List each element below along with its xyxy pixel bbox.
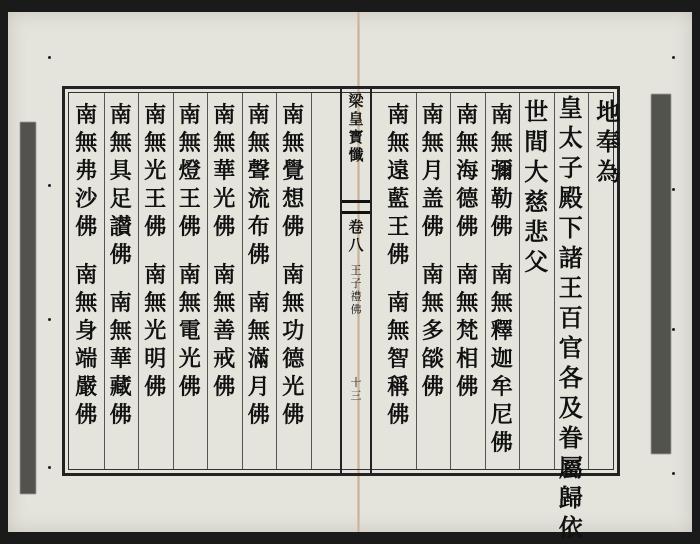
glyph: 無 bbox=[178, 130, 201, 156]
centre-glyph: 懺 bbox=[348, 146, 364, 164]
glyph: 光 bbox=[144, 318, 167, 344]
glyph: 無 bbox=[421, 290, 444, 316]
glyph: 佛 bbox=[387, 242, 410, 268]
text-column bbox=[485, 93, 521, 469]
glyph: 南 bbox=[75, 102, 98, 128]
binding-hole bbox=[48, 56, 51, 59]
glyph: 父 bbox=[524, 247, 549, 276]
text-column bbox=[381, 93, 417, 469]
text-column-invocation bbox=[519, 93, 555, 469]
glyph: 無 bbox=[282, 130, 305, 156]
glyph: 無 bbox=[75, 130, 98, 156]
glyph: 依 bbox=[558, 513, 583, 542]
glyph: 電 bbox=[178, 318, 201, 344]
glyph: 功 bbox=[282, 318, 305, 344]
glyph: 聲 bbox=[247, 158, 270, 184]
text-column bbox=[138, 93, 174, 469]
glyph: 端 bbox=[75, 346, 98, 372]
glyph: 南 bbox=[456, 102, 479, 128]
glyph: 弗 bbox=[75, 158, 98, 184]
glyph: 無 bbox=[213, 290, 236, 316]
glyph: 燈 bbox=[178, 158, 201, 184]
glyph: 南 bbox=[421, 102, 444, 128]
text-column bbox=[104, 93, 140, 469]
glyph: 迦 bbox=[490, 346, 513, 372]
glyph: 佛 bbox=[421, 374, 444, 400]
glyph: 戒 bbox=[213, 346, 236, 372]
glyph: 佛 bbox=[456, 214, 479, 240]
glyph: 子 bbox=[558, 153, 583, 182]
glyph: 南 bbox=[178, 102, 201, 128]
glyph: 屬 bbox=[558, 453, 583, 482]
glyph: 佛 bbox=[75, 402, 98, 428]
glyph: 奉 bbox=[596, 127, 621, 156]
glyph: 間 bbox=[524, 127, 549, 156]
glyph: 無 bbox=[178, 290, 201, 316]
glyph: 南 bbox=[490, 262, 513, 288]
glyph: 南 bbox=[178, 262, 201, 288]
glyph: 光 bbox=[213, 186, 236, 212]
glyph: 佛 bbox=[109, 242, 132, 268]
glyph: 想 bbox=[282, 186, 305, 212]
text-column bbox=[416, 93, 452, 469]
glyph: 勒 bbox=[490, 186, 513, 212]
glyph: 德 bbox=[282, 346, 305, 372]
text-column bbox=[450, 93, 486, 469]
centre-fold-column bbox=[340, 86, 372, 476]
glyph: 南 bbox=[247, 102, 270, 128]
glyph: 彌 bbox=[490, 158, 513, 184]
glyph: 南 bbox=[75, 262, 98, 288]
glyph: 無 bbox=[421, 130, 444, 156]
glyph: 光 bbox=[144, 158, 167, 184]
glyph: 佛 bbox=[109, 402, 132, 428]
glyph: 南 bbox=[144, 102, 167, 128]
glyph: 滿 bbox=[247, 346, 270, 372]
glyph: 佛 bbox=[282, 214, 305, 240]
glyph: 佛 bbox=[178, 374, 201, 400]
glyph: 王 bbox=[387, 214, 410, 240]
binding-hole bbox=[672, 472, 675, 475]
glyph: 無 bbox=[109, 318, 132, 344]
binding-hole bbox=[672, 56, 675, 59]
glyph: 南 bbox=[282, 262, 305, 288]
binding-hole bbox=[48, 184, 51, 187]
glyph: 大 bbox=[524, 157, 549, 186]
glyph: 佛 bbox=[75, 214, 98, 240]
text-column bbox=[69, 93, 105, 469]
fishtail-mark bbox=[342, 200, 370, 214]
glyph: 善 bbox=[213, 318, 236, 344]
glyph: 無 bbox=[387, 318, 410, 344]
centre-glyph: 佛 bbox=[350, 303, 362, 316]
glyph: 諸 bbox=[558, 243, 583, 272]
glyph: 具 bbox=[109, 158, 132, 184]
text-column bbox=[207, 93, 243, 469]
glyph: 智 bbox=[387, 346, 410, 372]
glyph: 佛 bbox=[247, 402, 270, 428]
glyph: 無 bbox=[247, 318, 270, 344]
glyph: 為 bbox=[596, 157, 621, 186]
glyph: 無 bbox=[247, 130, 270, 156]
glyph: 無 bbox=[213, 130, 236, 156]
glyph: 足 bbox=[109, 186, 132, 212]
glyph: 多 bbox=[421, 318, 444, 344]
glyph: 佛 bbox=[144, 214, 167, 240]
glyph: 南 bbox=[213, 262, 236, 288]
centre-glyph: 八 bbox=[348, 236, 364, 254]
ink-bleed-left bbox=[20, 122, 36, 494]
glyph: 梵 bbox=[456, 318, 479, 344]
centre-glyph: 三 bbox=[350, 389, 362, 402]
glyph: 流 bbox=[247, 186, 270, 212]
glyph: 歸 bbox=[558, 483, 583, 512]
glyph: 無 bbox=[75, 290, 98, 316]
glyph: 釋 bbox=[490, 318, 513, 344]
glyph: 佛 bbox=[213, 214, 236, 240]
glyph: 沙 bbox=[75, 186, 98, 212]
glyph: 百 bbox=[558, 303, 583, 332]
glyph: 藏 bbox=[109, 374, 132, 400]
glyph: 明 bbox=[144, 346, 167, 372]
glyph: 無 bbox=[144, 290, 167, 316]
centre-glyph: 王 bbox=[350, 264, 362, 277]
glyph: 讃 bbox=[109, 214, 132, 240]
glyph: 王 bbox=[178, 186, 201, 212]
glyph: 藍 bbox=[387, 186, 410, 212]
glyph: 南 bbox=[387, 102, 410, 128]
glyph: 華 bbox=[109, 346, 132, 372]
glyph: 佛 bbox=[213, 374, 236, 400]
glyph: 南 bbox=[109, 290, 132, 316]
glyph: 無 bbox=[490, 130, 513, 156]
glyph: 各 bbox=[558, 363, 583, 392]
glyph: 華 bbox=[213, 158, 236, 184]
glyph: 皇 bbox=[558, 93, 583, 122]
glyph: 慈 bbox=[524, 187, 549, 216]
glyph: 南 bbox=[282, 102, 305, 128]
glyph: 無 bbox=[387, 130, 410, 156]
glyph: 佛 bbox=[387, 402, 410, 428]
binding-hole bbox=[672, 188, 675, 191]
glyph: 無 bbox=[109, 130, 132, 156]
glyph: 無 bbox=[456, 290, 479, 316]
glyph: 月 bbox=[247, 374, 270, 400]
glyph: 南 bbox=[387, 290, 410, 316]
glyph: 稱 bbox=[387, 374, 410, 400]
glyph: 南 bbox=[456, 262, 479, 288]
glyph: 官 bbox=[558, 333, 583, 362]
glyph: 佛 bbox=[178, 214, 201, 240]
glyph: 眷 bbox=[558, 423, 583, 452]
glyph: 世 bbox=[524, 97, 549, 126]
centre-glyph: 十 bbox=[350, 376, 362, 389]
glyph: 太 bbox=[558, 123, 583, 152]
centre-glyph: 禮 bbox=[350, 290, 362, 303]
glyph: 無 bbox=[144, 130, 167, 156]
binding-hole bbox=[672, 328, 675, 331]
glyph: 尼 bbox=[490, 402, 513, 428]
glyph: 下 bbox=[558, 213, 583, 242]
glyph: 月 bbox=[421, 158, 444, 184]
glyph: 牟 bbox=[490, 374, 513, 400]
centre-glyph: 梁 bbox=[348, 92, 364, 110]
glyph: 南 bbox=[144, 262, 167, 288]
glyph: 佛 bbox=[456, 374, 479, 400]
glyph: 南 bbox=[421, 262, 444, 288]
glyph: 南 bbox=[247, 290, 270, 316]
glyph: 佛 bbox=[144, 374, 167, 400]
glyph: 無 bbox=[456, 130, 479, 156]
glyph: 南 bbox=[109, 102, 132, 128]
glyph: 相 bbox=[456, 346, 479, 372]
glyph: 南 bbox=[490, 102, 513, 128]
glyph: 身 bbox=[75, 318, 98, 344]
glyph: 悲 bbox=[524, 217, 549, 246]
centre-glyph: 寳 bbox=[348, 128, 364, 146]
glyph: 地 bbox=[596, 97, 621, 126]
text-column-heading bbox=[588, 93, 629, 469]
text-column bbox=[173, 93, 209, 469]
binding-hole bbox=[48, 466, 51, 469]
glyph: 佛 bbox=[421, 214, 444, 240]
centre-glyph: 皇 bbox=[348, 110, 364, 128]
glyph: 燄 bbox=[421, 346, 444, 372]
glyph: 德 bbox=[456, 186, 479, 212]
glyph: 佛 bbox=[282, 402, 305, 428]
glyph: 無 bbox=[490, 290, 513, 316]
glyph: 光 bbox=[178, 346, 201, 372]
glyph: 殿 bbox=[558, 183, 583, 212]
glyph: 無 bbox=[282, 290, 305, 316]
glyph: 佛 bbox=[490, 430, 513, 456]
glyph: 佛 bbox=[490, 214, 513, 240]
glyph: 王 bbox=[558, 273, 583, 302]
glyph: 遠 bbox=[387, 158, 410, 184]
binding-hole bbox=[48, 318, 51, 321]
glyph: 嚴 bbox=[75, 374, 98, 400]
glyph: 盖 bbox=[421, 186, 444, 212]
glyph: 布 bbox=[247, 214, 270, 240]
text-column bbox=[276, 93, 312, 469]
glyph: 王 bbox=[144, 186, 167, 212]
centre-glyph: 卷 bbox=[348, 218, 364, 236]
glyph: 南 bbox=[213, 102, 236, 128]
ink-bleed-right bbox=[651, 94, 671, 454]
glyph: 光 bbox=[282, 374, 305, 400]
glyph: 佛 bbox=[247, 242, 270, 268]
text-column bbox=[242, 93, 278, 469]
glyph: 及 bbox=[558, 393, 583, 422]
centre-glyph: 子 bbox=[350, 277, 362, 290]
text-column-dedication bbox=[554, 93, 590, 542]
glyph: 海 bbox=[456, 158, 479, 184]
glyph: 覺 bbox=[282, 158, 305, 184]
